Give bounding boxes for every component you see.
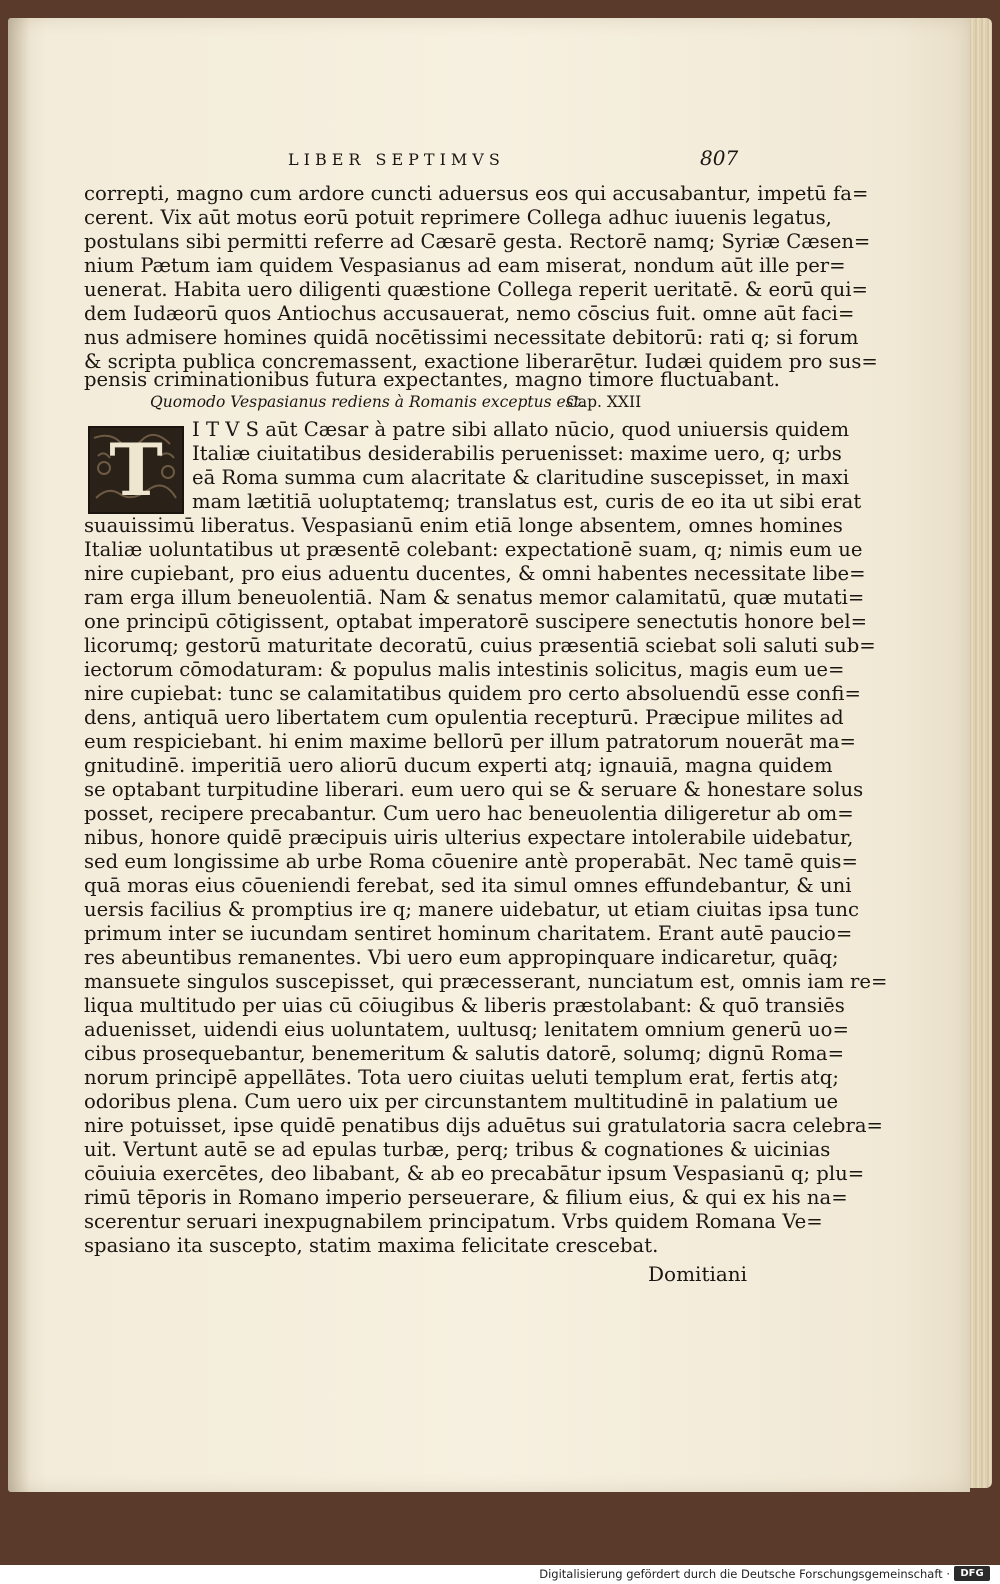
- text-line: nire cupiebant, pro eius aduentu ducentes, & omni habentes necessitate libe=: [84, 562, 866, 585]
- text-line: uersis facilius & promptius ire q; manere uidebatur, ut etiam ciuitas ipsa tunc: [84, 898, 860, 921]
- text-line: scerentur seruari inexpugnabilem principatum. Vrbs quidem Romana Ve=: [84, 1210, 823, 1233]
- initial-letter: T: [109, 427, 163, 512]
- running-head: LIBER SEPTIMVS: [288, 150, 505, 169]
- text-line: dem Iudæorū quos Antiochus accusauerat, nemo cōscius fuit. omne aūt faci=: [84, 302, 855, 325]
- text-line: nibus, honore quidē præcipuis uiris ulterius expectare intolerabile uidebatur,: [84, 826, 854, 849]
- text-line: ram erga illum beneuolentiā. Nam & senatus memor calamitatū, quæ mutati=: [84, 586, 865, 609]
- text-line: cerent. Vix aūt motus eorū potuit reprimere Collega adhuc iuuenis legatus,: [84, 206, 832, 229]
- text-line: gnitudinē. imperitiā uero aliorū ducum experti atq; ignauiā, magna quidem: [84, 754, 833, 777]
- footer-credit: Digitalisierung gefördert durch die Deutsche Forschungsgemeinschaft ·: [539, 1567, 950, 1581]
- text-line: & scripta publica concremassent, exactione liberarētur. Iudæi quidem pro sus=: [84, 350, 878, 373]
- text-line: nire cupiebat: tunc se calamitatibus quidem pro certo absoluendū esse confi=: [84, 682, 861, 705]
- text-line: correpti, magno cum ardore cuncti aduersus eos qui accusabantur, impetū fa=: [84, 182, 869, 205]
- catchword: Domitiani: [648, 1262, 748, 1286]
- text-line: eum respiciebant. hi enim maxime bellorū per illum patratorum nouerāt ma=: [84, 730, 856, 753]
- text-line: cōuiuia exercētes, deo libabant, & ab eo precabātur ipsum Vespasianū q; plu=: [84, 1162, 865, 1185]
- chapter-heading: Quomodo Vespasianus rediens à Romanis exceptus est.: [150, 393, 585, 411]
- text-line: res abeuntibus remanentes. Vbi uero eum appropinquare indicaretur, quāq;: [84, 946, 839, 969]
- text-line: spasiano ita suscepto, statim maxima felicitate crescebat.: [84, 1234, 659, 1257]
- text-line: posset, recipere precabantur. Cum uero hac beneuolentia diligeretur ab om=: [84, 802, 854, 825]
- text-line: eā Roma summa cum alacritate & claritudine suscepisset, in maxi: [192, 466, 849, 489]
- text-line: primum inter se iucundam sentiret hominum charitatem. Erant autē paucio=: [84, 922, 853, 945]
- text-line: Italiæ uoluntatibus ut præsentē colebant: expectationē suam, q; nimis eum ue: [84, 538, 863, 561]
- text-line: one principū cōtigissent, optabat imperatorē suscipere senectutis honore bel=: [84, 610, 868, 633]
- text-line: quā moras eius cōueniendi ferebat, sed ita simul omnes effundebantur, & uni: [84, 874, 852, 897]
- chapter-number: Cap. XXII: [566, 393, 642, 411]
- text-line: iectorum cōmodaturam: & populus malis intestinis solicitus, magis eum ue=: [84, 658, 845, 681]
- text-line: nium Pætum iam quidem Vespasianus ad eam miserat, nondum aūt ille per=: [84, 254, 846, 277]
- text-line: odoribus plena. Cum uero uix per circunstantem multitudinē in palatium ue: [84, 1090, 839, 1113]
- page-number: 807: [700, 146, 739, 170]
- text-line: mansuete singulos suscepisset, qui præcesserant, nunciatum est, omnis iam re=: [84, 970, 888, 993]
- text-line: dens, antiquā uero libertatem cum opulentia recepturū. Præcipue milites ad: [84, 706, 844, 729]
- text-line: norum principē appellātes. Tota uero ciuitas ueluti templum erat, fertis atq;: [84, 1066, 839, 1089]
- text-line: postulans sibi permitti referre ad Cæsarē gesta. Rectorē namq; Syriæ Cæsen=: [84, 230, 871, 253]
- text-line: pensis criminationibus futura expectantes, magno timore fluctuabant.: [84, 368, 780, 391]
- text-line: uit. Vertunt autē se ad epulas turbæ, perq; tribus & cognationes & uicinias: [84, 1138, 831, 1161]
- decorated-initial: [88, 426, 184, 514]
- text-line: nus admisere homines quidā nocētissimi necessitate debitorū: rati q; si forum: [84, 326, 859, 349]
- text-line: aduenisset, uidendi eius uoluntatem, uultusq; lenitatem omnium generū uo=: [84, 1018, 849, 1041]
- text-line: se optabant turpitudine liberari. eum uero qui se & seruare & honestare solus: [84, 778, 864, 801]
- text-line: liqua multitudo per uias cū cōiugibus & liberis præstolabant: & quō transiēs: [84, 994, 845, 1017]
- text-line: rimū tēporis in Romano imperio perseuerare, & filium eius, & qui ex his na=: [84, 1186, 848, 1209]
- text-line: uenerat. Habita uero diligenti quæstione Collega reperit ueritatē. & eorū qui=: [84, 278, 868, 301]
- text-line: suauissimū liberatus. Vespasianū enim etiā longe absentem, omnes homines: [84, 514, 843, 537]
- gutter-shadow: [8, 18, 30, 1492]
- text-line: cibus prosequebantur, benemeritum & salutis datorē, solumq; dignū Roma=: [84, 1042, 845, 1065]
- text-line: I T V S aūt Cæsar à patre sibi allato nūcio, quod uniuersis quidem: [192, 418, 850, 441]
- text-line: licorumq; gestorū maturitate decoratū, cuius præsentiā sciebat soli saluti sub=: [84, 634, 876, 657]
- dfg-logo: DFG: [954, 1566, 990, 1581]
- text-line: mam lætitiā uoluptatemq; translatus est, curis de eo ita ut sibi erat: [192, 490, 862, 513]
- text-line: Italiæ ciuitatibus desiderabilis peruenisset: maxime uero, q; urbs: [192, 442, 842, 465]
- text-line: nire potuisset, ipse quidē penatibus dijs aduētus sui gratulatoria sacra celebra=: [84, 1114, 883, 1137]
- text-line: sed eum longissime ab urbe Roma cōuenire antè properabāt. Nec tamē quis=: [84, 850, 858, 873]
- footer-bar: [0, 1565, 1000, 1584]
